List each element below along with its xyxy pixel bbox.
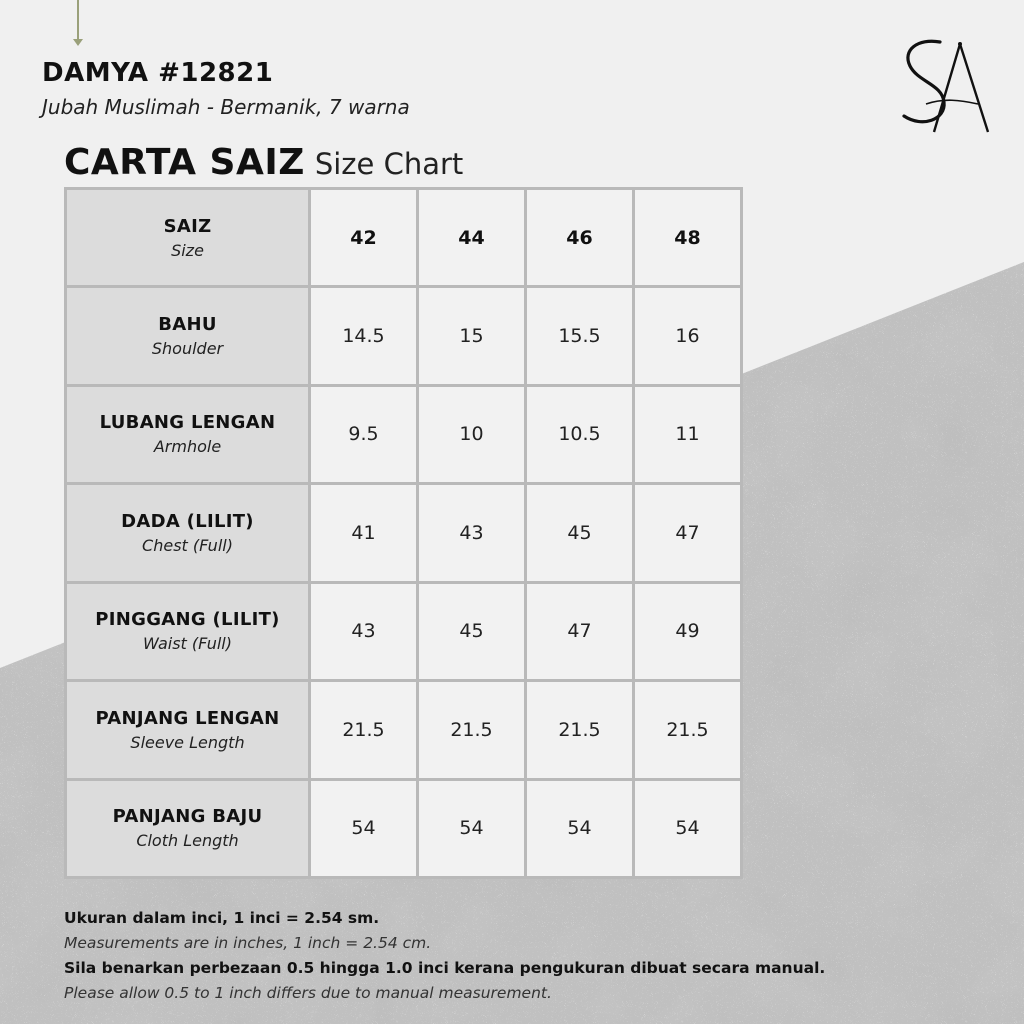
row-label: PINGGANG (LILIT) — [95, 609, 280, 631]
value-cell: 9.5 — [310, 385, 418, 484]
row-label-sub: Shoulder — [151, 338, 224, 358]
size-label: SAIZ — [163, 215, 212, 237]
row-label: DADA (LILIT) — [121, 510, 254, 532]
value-cell: 54 — [418, 779, 526, 878]
table-row — [66, 287, 742, 386]
product-title: DAMYA #12821 — [42, 58, 274, 88]
size-chart-table — [64, 187, 743, 879]
value-cell: 21.5 — [526, 681, 634, 780]
value-cell: 45 — [418, 582, 526, 681]
size-label-sub: Size — [171, 240, 204, 260]
value-cell: 47 — [526, 582, 634, 681]
table-row — [66, 779, 742, 878]
chart-heading — [64, 142, 463, 183]
table-row — [66, 582, 742, 681]
value-cell: 21.5 — [310, 681, 418, 780]
value-cell: 15.5 — [526, 287, 634, 386]
value-cell: 16 — [634, 287, 742, 386]
table-row — [66, 484, 742, 583]
value-cell: 21.5 — [634, 681, 742, 780]
chart-subtitle: Size Chart — [314, 147, 464, 181]
size-header-cell: 44 — [418, 189, 526, 287]
row-label-cell — [66, 681, 310, 780]
table-header-row — [66, 189, 742, 287]
product-subtitle: Jubah Muslimah - Bermanik, 7 warna — [42, 95, 410, 119]
value-cell: 10.5 — [526, 385, 634, 484]
value-cell: 47 — [634, 484, 742, 583]
size-label-cell — [66, 189, 310, 287]
value-cell: 54 — [634, 779, 742, 878]
chart-title: CARTA SAIZ — [64, 142, 305, 183]
note-tolerance-en: Please allow 0.5 to 1 inch differs due to manual measurement. — [64, 984, 552, 1002]
row-label-cell — [66, 385, 310, 484]
value-cell: 43 — [310, 582, 418, 681]
size-header-cell: 48 — [634, 189, 742, 287]
value-cell: 15 — [418, 287, 526, 386]
size-header-cell: 42 — [310, 189, 418, 287]
row-label-cell — [66, 582, 310, 681]
table-row — [66, 385, 742, 484]
measurement-notes — [64, 906, 964, 1006]
value-cell: 54 — [526, 779, 634, 878]
note-inches-en: Measurements are in inches, 1 inch = 2.54 cm. — [64, 934, 432, 952]
value-cell: 45 — [526, 484, 634, 583]
row-label: LUBANG LENGAN — [99, 412, 276, 434]
value-cell: 11 — [634, 385, 742, 484]
value-cell: 49 — [634, 582, 742, 681]
value-cell: 43 — [418, 484, 526, 583]
note-inches-ms: Ukuran dalam inci, 1 inci = 2.54 sm. — [64, 909, 380, 927]
note-tolerance-ms: Sila benarkan perbezaan 0.5 hingga 1.0 inci kerana pengukuran dibuat secara manual. — [64, 959, 826, 977]
value-cell: 10 — [418, 385, 526, 484]
row-label: BAHU — [158, 313, 217, 335]
row-label-sub: Sleeve Length — [130, 732, 245, 752]
row-label-cell — [66, 779, 310, 878]
row-label: PANJANG LENGAN — [95, 707, 280, 729]
top-accent-mark — [77, 0, 79, 40]
value-cell: 54 — [310, 779, 418, 878]
row-label-sub: Cloth Length — [136, 831, 239, 851]
row-label: PANJANG BAJU — [112, 806, 263, 828]
row-label-cell — [66, 484, 310, 583]
table-row — [66, 681, 742, 780]
size-header-cell: 46 — [526, 189, 634, 287]
value-cell: 21.5 — [418, 681, 526, 780]
row-label-sub: Armhole — [153, 437, 222, 457]
row-label-cell — [66, 287, 310, 386]
row-label-sub: Chest (Full) — [142, 535, 233, 555]
row-label-sub: Waist (Full) — [143, 634, 232, 654]
sa-monogram-logo-icon — [896, 36, 992, 136]
value-cell: 41 — [310, 484, 418, 583]
value-cell: 14.5 — [310, 287, 418, 386]
